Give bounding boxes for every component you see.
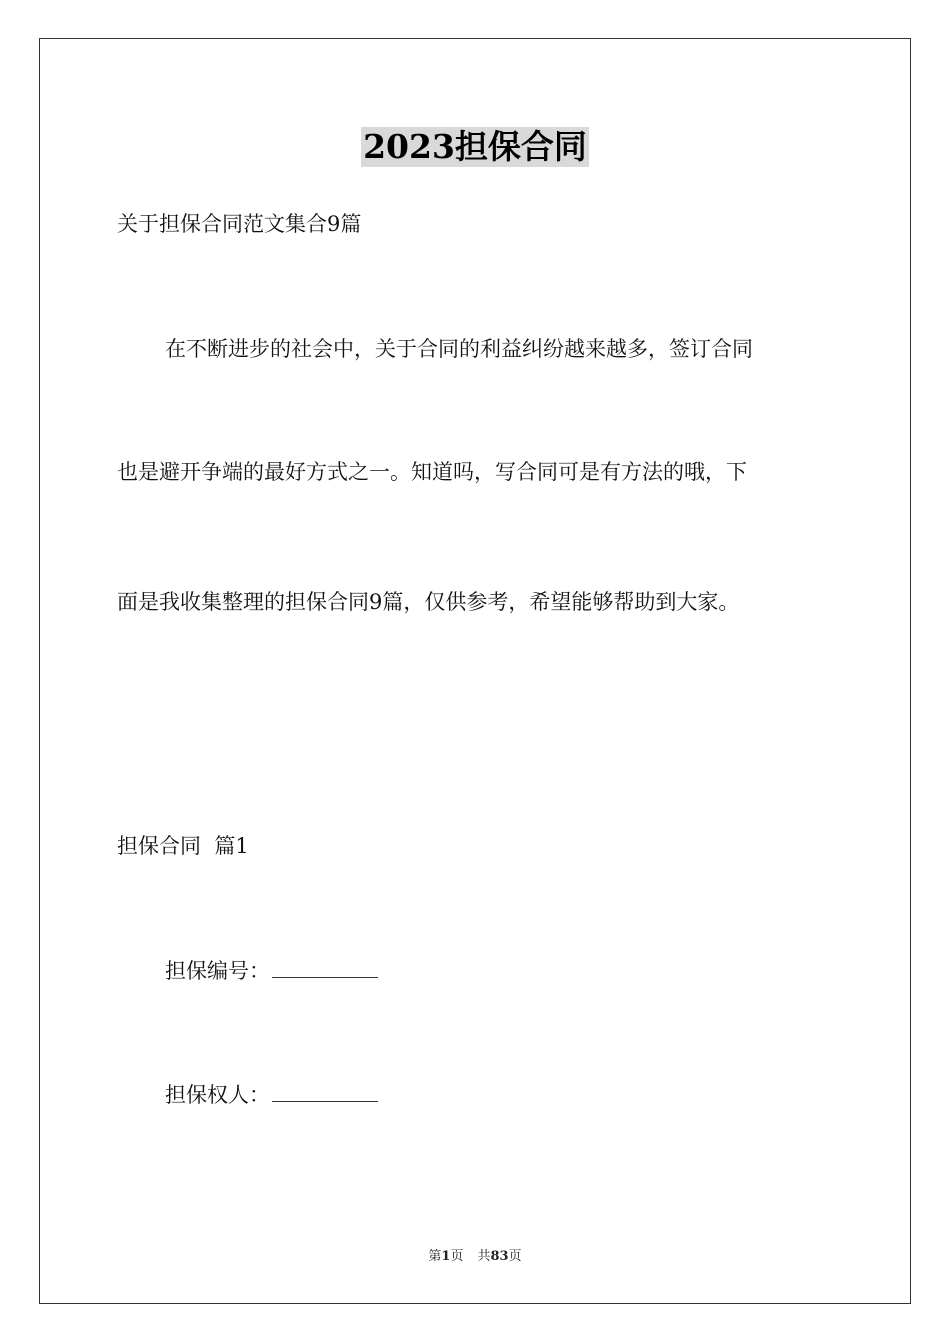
intro-line-1: 在不断进步的社会中，关于合同的利益纠纷越来越多，签订合同 xyxy=(165,337,753,361)
field-guarantee-holder xyxy=(165,1080,378,1110)
footer-page-total: 83 xyxy=(490,1249,509,1264)
field-guarantee-number xyxy=(165,956,378,986)
footer-page-prefix: 第 xyxy=(428,1249,442,1264)
field-label: 担保权人： xyxy=(165,1083,270,1107)
field-label: 担保编号： xyxy=(165,959,270,983)
blank-line xyxy=(272,1081,378,1102)
intro-line-2: 也是避开争端的最好方式之一。知道吗，写合同可是有方法的哦，下 xyxy=(117,460,747,484)
page-footer xyxy=(0,1248,950,1266)
document-title: 2023担保合同 xyxy=(363,127,587,166)
footer-total-suffix: 页 xyxy=(508,1249,522,1264)
footer-total-prefix: 共 xyxy=(477,1249,491,1264)
footer-page-current: 1 xyxy=(441,1249,451,1264)
section-heading: 担保合同 篇1 xyxy=(117,834,249,858)
document-subtitle: 关于担保合同范文集合9篇 xyxy=(117,212,362,236)
intro-line-3: 面是我收集整理的担保合同9篇，仅供参考，希望能够帮助到大家。 xyxy=(117,590,740,614)
title-container xyxy=(0,127,950,167)
footer-page-mid: 页 xyxy=(450,1249,464,1264)
blank-line xyxy=(272,957,378,978)
